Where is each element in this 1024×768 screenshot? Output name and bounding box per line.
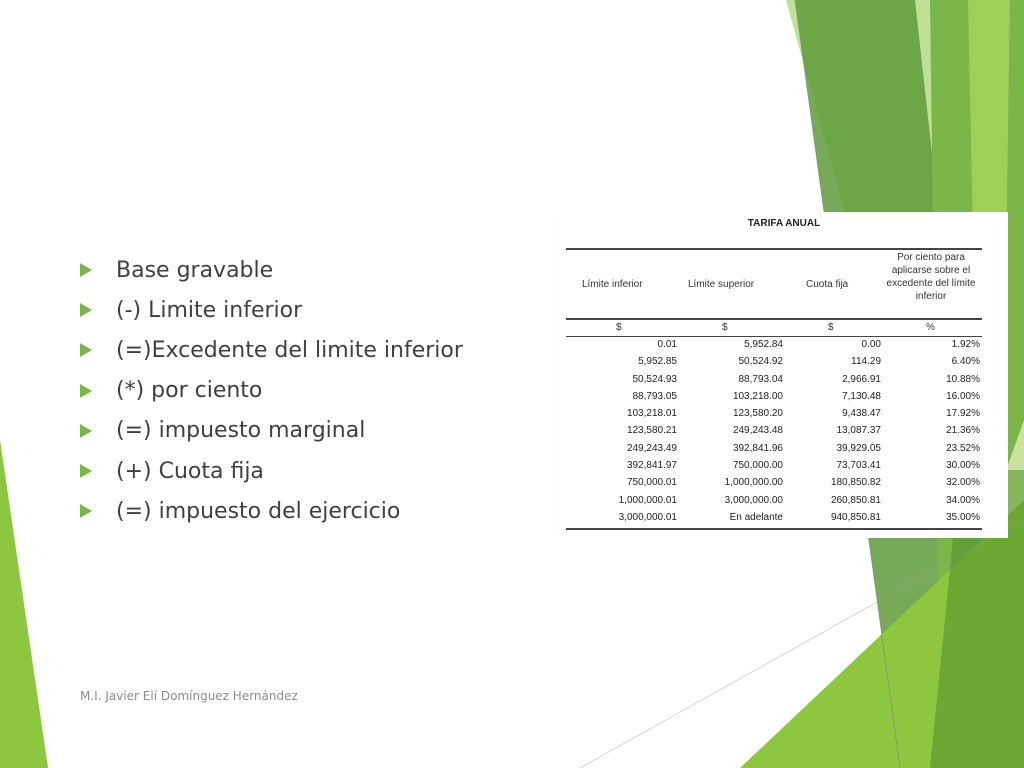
table-cell: 16.00%	[946, 390, 980, 402]
units-rule	[566, 336, 982, 337]
triangle-bullet-icon	[80, 504, 92, 518]
table-title: TARIFA ANUAL	[747, 218, 821, 229]
bullet-text: (-) Limite inferior	[116, 297, 303, 323]
table-row	[566, 373, 982, 390]
table-row	[566, 476, 982, 493]
table-row	[566, 338, 982, 355]
table-cell: 123,580.21	[626, 425, 677, 437]
table-cell: 2,966.91	[842, 373, 881, 385]
bullet-text: (=)Excedente del limite inferior	[116, 337, 463, 363]
bullet-item	[80, 451, 463, 491]
bullet-text: Base gravable	[116, 257, 274, 283]
header-rule	[566, 318, 982, 320]
bullet-text: (+) Cuota fija	[116, 458, 264, 484]
bullet-item	[80, 250, 463, 290]
table-cell: 39,929.05	[836, 442, 881, 454]
table-cell: 392,841.97	[626, 460, 677, 472]
triangle-bullet-icon	[80, 464, 92, 478]
triangle-bullet-icon	[80, 263, 92, 277]
table-cell: 35.00%	[946, 511, 980, 523]
table-row	[566, 459, 982, 476]
table-cell: 103,218.00	[732, 390, 783, 402]
table-cell: 9,438.47	[842, 408, 881, 420]
triangle-bullet-icon	[80, 343, 92, 357]
table-cell: 0.01	[657, 339, 677, 350]
table-row	[566, 442, 982, 459]
header-cuota-fija: Cuota fija	[806, 279, 849, 290]
bullet-item	[80, 371, 463, 411]
table-row	[566, 424, 982, 441]
table-cell: 17.92%	[946, 408, 980, 420]
table-cell: 34.00%	[946, 494, 980, 506]
triangle-bullet-icon	[80, 384, 92, 398]
bullet-item	[80, 290, 463, 330]
table-cell: 103,218.01	[626, 408, 677, 420]
bullet-list	[80, 250, 463, 531]
table-cell: 21.36%	[946, 425, 980, 437]
triangle-bullet-icon	[80, 424, 92, 438]
tarifa-anual-table	[560, 212, 1008, 538]
table-cell: 10.88%	[946, 373, 980, 385]
bullet-item	[80, 491, 463, 531]
table-cell: 0.00	[861, 339, 881, 350]
table-cell: 30.00%	[946, 460, 980, 472]
table-cell: 750,000.00	[732, 460, 783, 472]
header-limite-superior: Límite superior	[688, 279, 755, 290]
table-row	[566, 355, 982, 372]
table-cell: 7,130.48	[842, 390, 881, 402]
table-cell: 114.29	[851, 356, 881, 368]
table-cell: 23.52%	[946, 442, 980, 454]
table-cell: 6.40%	[951, 356, 980, 368]
table-bottom-rule	[566, 528, 982, 530]
table-row	[566, 494, 982, 511]
table-cell: 750,000.01	[626, 477, 677, 489]
header-limite-inferior: Límite inferior	[582, 279, 643, 290]
unit-col2: $	[722, 322, 728, 333]
footer-author: M.I. Javier Elí Domínguez Hernández	[80, 689, 298, 703]
bullet-item	[80, 330, 463, 370]
unit-col1: $	[616, 322, 622, 333]
table-cell: 249,243.48	[732, 425, 783, 437]
table-cell: 50,524.92	[738, 356, 783, 368]
unit-col4: %	[926, 322, 935, 333]
table-row	[566, 390, 982, 407]
triangle-bullet-icon	[80, 303, 92, 317]
table-cell: 260,850.81	[830, 494, 881, 506]
table-cell: 88,793.04	[738, 373, 783, 385]
table-cell: 13,087.37	[836, 425, 881, 437]
table-cell: 5,952.85	[638, 356, 677, 368]
bullet-text: (=) impuesto del ejercicio	[116, 498, 401, 524]
table-cell: 1,000,000.00	[724, 477, 783, 489]
table-cell: 88,793.05	[632, 390, 677, 402]
table-cell: 1.92%	[951, 339, 980, 350]
table-body	[566, 338, 982, 528]
table-cell: 940,850.81	[830, 511, 881, 523]
bullet-text: (=) impuesto marginal	[116, 418, 366, 444]
table-row	[566, 407, 982, 424]
table-cell: En adelante	[729, 511, 783, 523]
table-row	[566, 511, 982, 528]
bullet-text: (*) por ciento	[116, 378, 263, 404]
table-cell: 249,243.49	[626, 442, 677, 454]
table-cell: 180,850.82	[830, 477, 881, 489]
table-cell: 123,580.20	[732, 408, 783, 420]
header-por-ciento: Por ciento para aplicarse sobre el excedente del límite inferior	[886, 252, 976, 302]
table-cell: 32.00%	[946, 477, 980, 489]
table-cell: 3,000,000.00	[724, 494, 783, 506]
table-cell: 392,841.96	[732, 442, 783, 454]
table-top-rule	[566, 248, 982, 250]
table-cell: 73,703.41	[836, 460, 881, 472]
table-cell: 50,524.93	[632, 373, 677, 385]
bullet-item	[80, 411, 463, 451]
unit-col3: $	[828, 322, 834, 333]
table-cell: 1,000,000.01	[618, 494, 677, 506]
table-cell: 5,952.84	[744, 339, 783, 350]
table-cell: 3,000,000.01	[618, 511, 677, 523]
